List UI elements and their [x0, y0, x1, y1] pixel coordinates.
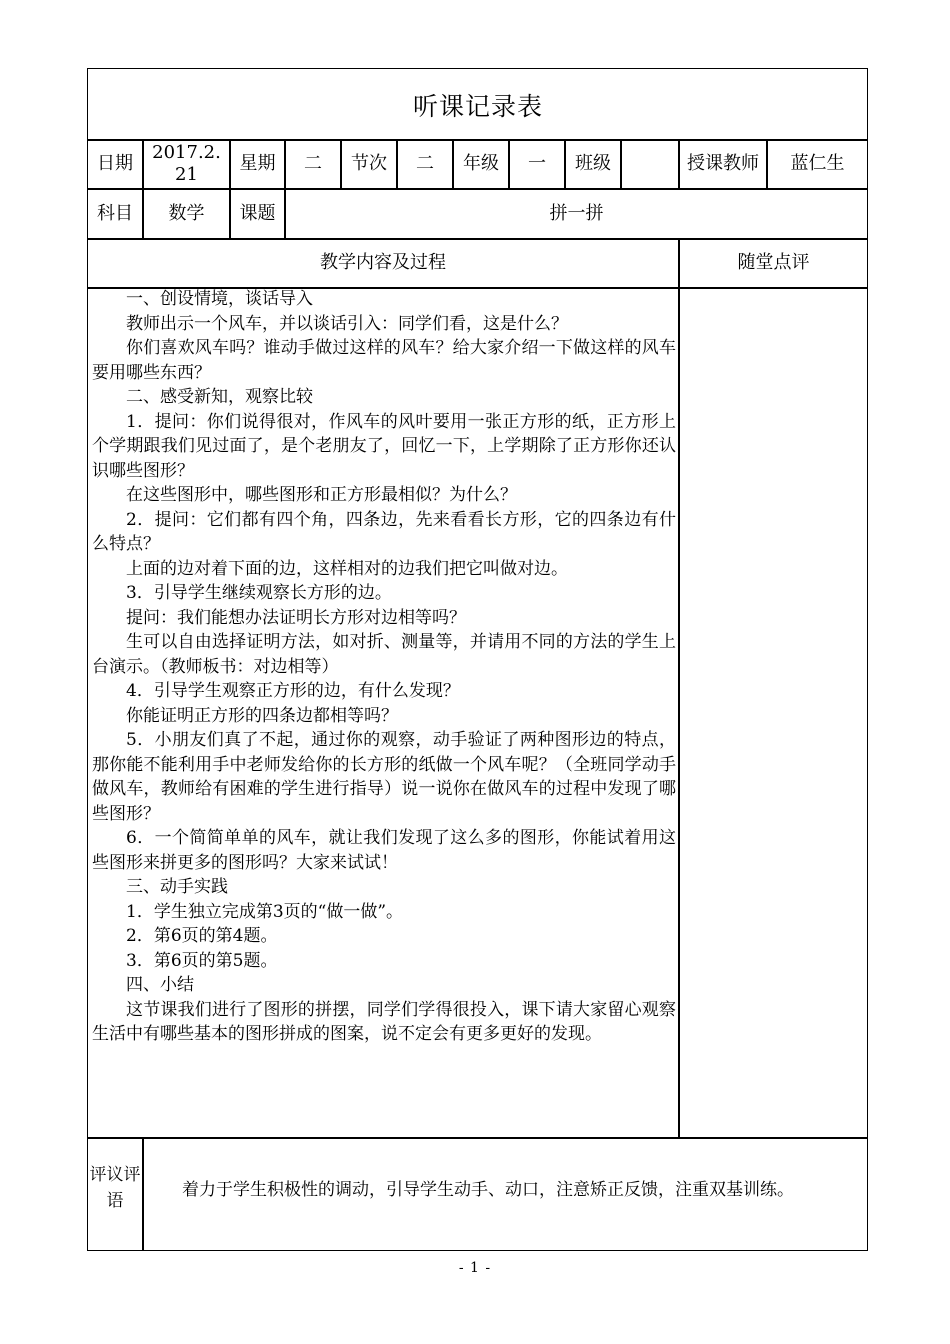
- content-paragraph: 一、创设情境，谈话导入: [126, 289, 313, 309]
- content-paragraph: 这节课我们进行了图形的拼摆，同学们学得很投入，课下请大家留心观察生活中有哪些基本的图形拼成的图案，说不定会有更多更好的发现。: [92, 999, 676, 1044]
- teacher-value: 蓝仁生: [790, 153, 845, 174]
- content-header: 教学内容及过程: [320, 252, 446, 273]
- content-paragraph: 5．小朋友们真了不起，通过你的观察，动手验证了两种图形边的特点，那你能不能利用手中老师发给你的长方形的纸做一个风车呢？（全班同学动手做风车，教师给有困难的学生进行指导）说一说你在做风车的过程中发现了哪些图形？: [92, 730, 676, 824]
- content-paragraph: 4．引导学生观察正方形的边，有什么发现？: [126, 681, 460, 701]
- teaching-content: [92, 287, 676, 1047]
- topic-value: 拼一拼: [549, 203, 604, 224]
- subject-value: 数学: [168, 203, 205, 224]
- class-value: [622, 140, 678, 188]
- content-paragraph: 1．学生独立完成第3页的“做一做”。: [126, 901, 404, 922]
- content-paragraph: 2．提问：它们都有四个角，四条边，先来看看长方形，它的四条边有什么特点？: [92, 509, 676, 554]
- page-title: 听课记录表: [412, 92, 543, 121]
- content-paragraph: 3．第6页的第5题。: [126, 950, 278, 971]
- content-paragraph: 提问：我们能想办法证明长方形对边相等吗？: [126, 607, 466, 628]
- content-paragraph: 在这些图形中，哪些图形和正方形最相似？为什么？: [126, 485, 517, 505]
- topic-label: 课题: [239, 203, 276, 224]
- period-value: 二: [416, 153, 434, 174]
- grade-label: 年级: [463, 153, 499, 174]
- weekday-value: 二: [304, 153, 322, 174]
- date-label: 日期: [97, 153, 133, 174]
- content-paragraph: 你能证明正方形的四条边都相等吗？: [126, 705, 398, 726]
- subject-label: 科目: [97, 203, 133, 224]
- content-paragraph: 3．引导学生继续观察长方形的边。: [126, 583, 392, 603]
- content-paragraph: 二、感受新知，观察比较: [126, 387, 313, 407]
- class-label: 班级: [575, 153, 611, 174]
- date-value: 2017.2.21: [152, 142, 221, 185]
- page-number: - 1 -: [458, 1260, 492, 1276]
- table-divider: [678, 238, 680, 1137]
- grade-value: 一: [528, 153, 546, 174]
- teacher-label: 授课教师: [687, 153, 759, 174]
- comments-header: 随堂点评: [737, 252, 810, 273]
- content-paragraph: 6．一个简简单单的风车，就让我们发现了这么多的图形，你能试着用这些图形来拼更多的图形吗？大家来试试！: [92, 828, 676, 873]
- content-paragraph: 2．第6页的第4题。: [126, 926, 278, 946]
- content-paragraph: 三、动手实践: [126, 877, 228, 897]
- table-divider: [142, 1137, 144, 1251]
- content-paragraph: 1．提问：你们说得很对，作风车的风叶要用一张正方形的纸，正方形上个学期跟我们见过面了，是个老朋友了，回忆一下，上学期除了正方形你还认识哪些图形？: [92, 411, 676, 481]
- period-label: 节次: [351, 153, 387, 174]
- content-paragraph: 教师出示一个风车，并以谈话引入：同学们看，这是什么？: [126, 313, 568, 334]
- weekday-label: 星期: [239, 153, 276, 174]
- review-text: 着力于学生积极性的调动，引导学生动手、动口，注意矫正反馈，注重双基训练。: [182, 1180, 794, 1200]
- content-paragraph: 四、小结: [126, 975, 194, 995]
- content-paragraph: 你们喜欢风车吗？谁动手做过这样的风车？给大家介绍一下做这样的风车要用哪些东西？: [92, 338, 676, 383]
- content-paragraph: 上面的边对着下面的边，这样相对的边我们把它叫做对边。: [126, 558, 568, 579]
- content-paragraph: 生可以自由选择证明方法，如对折、测量等，并请用不同的方法的学生上台演示。（教师板书：对边相等）: [92, 632, 676, 677]
- table-divider: [87, 1137, 868, 1139]
- review-label: 评议评语: [89, 1165, 141, 1211]
